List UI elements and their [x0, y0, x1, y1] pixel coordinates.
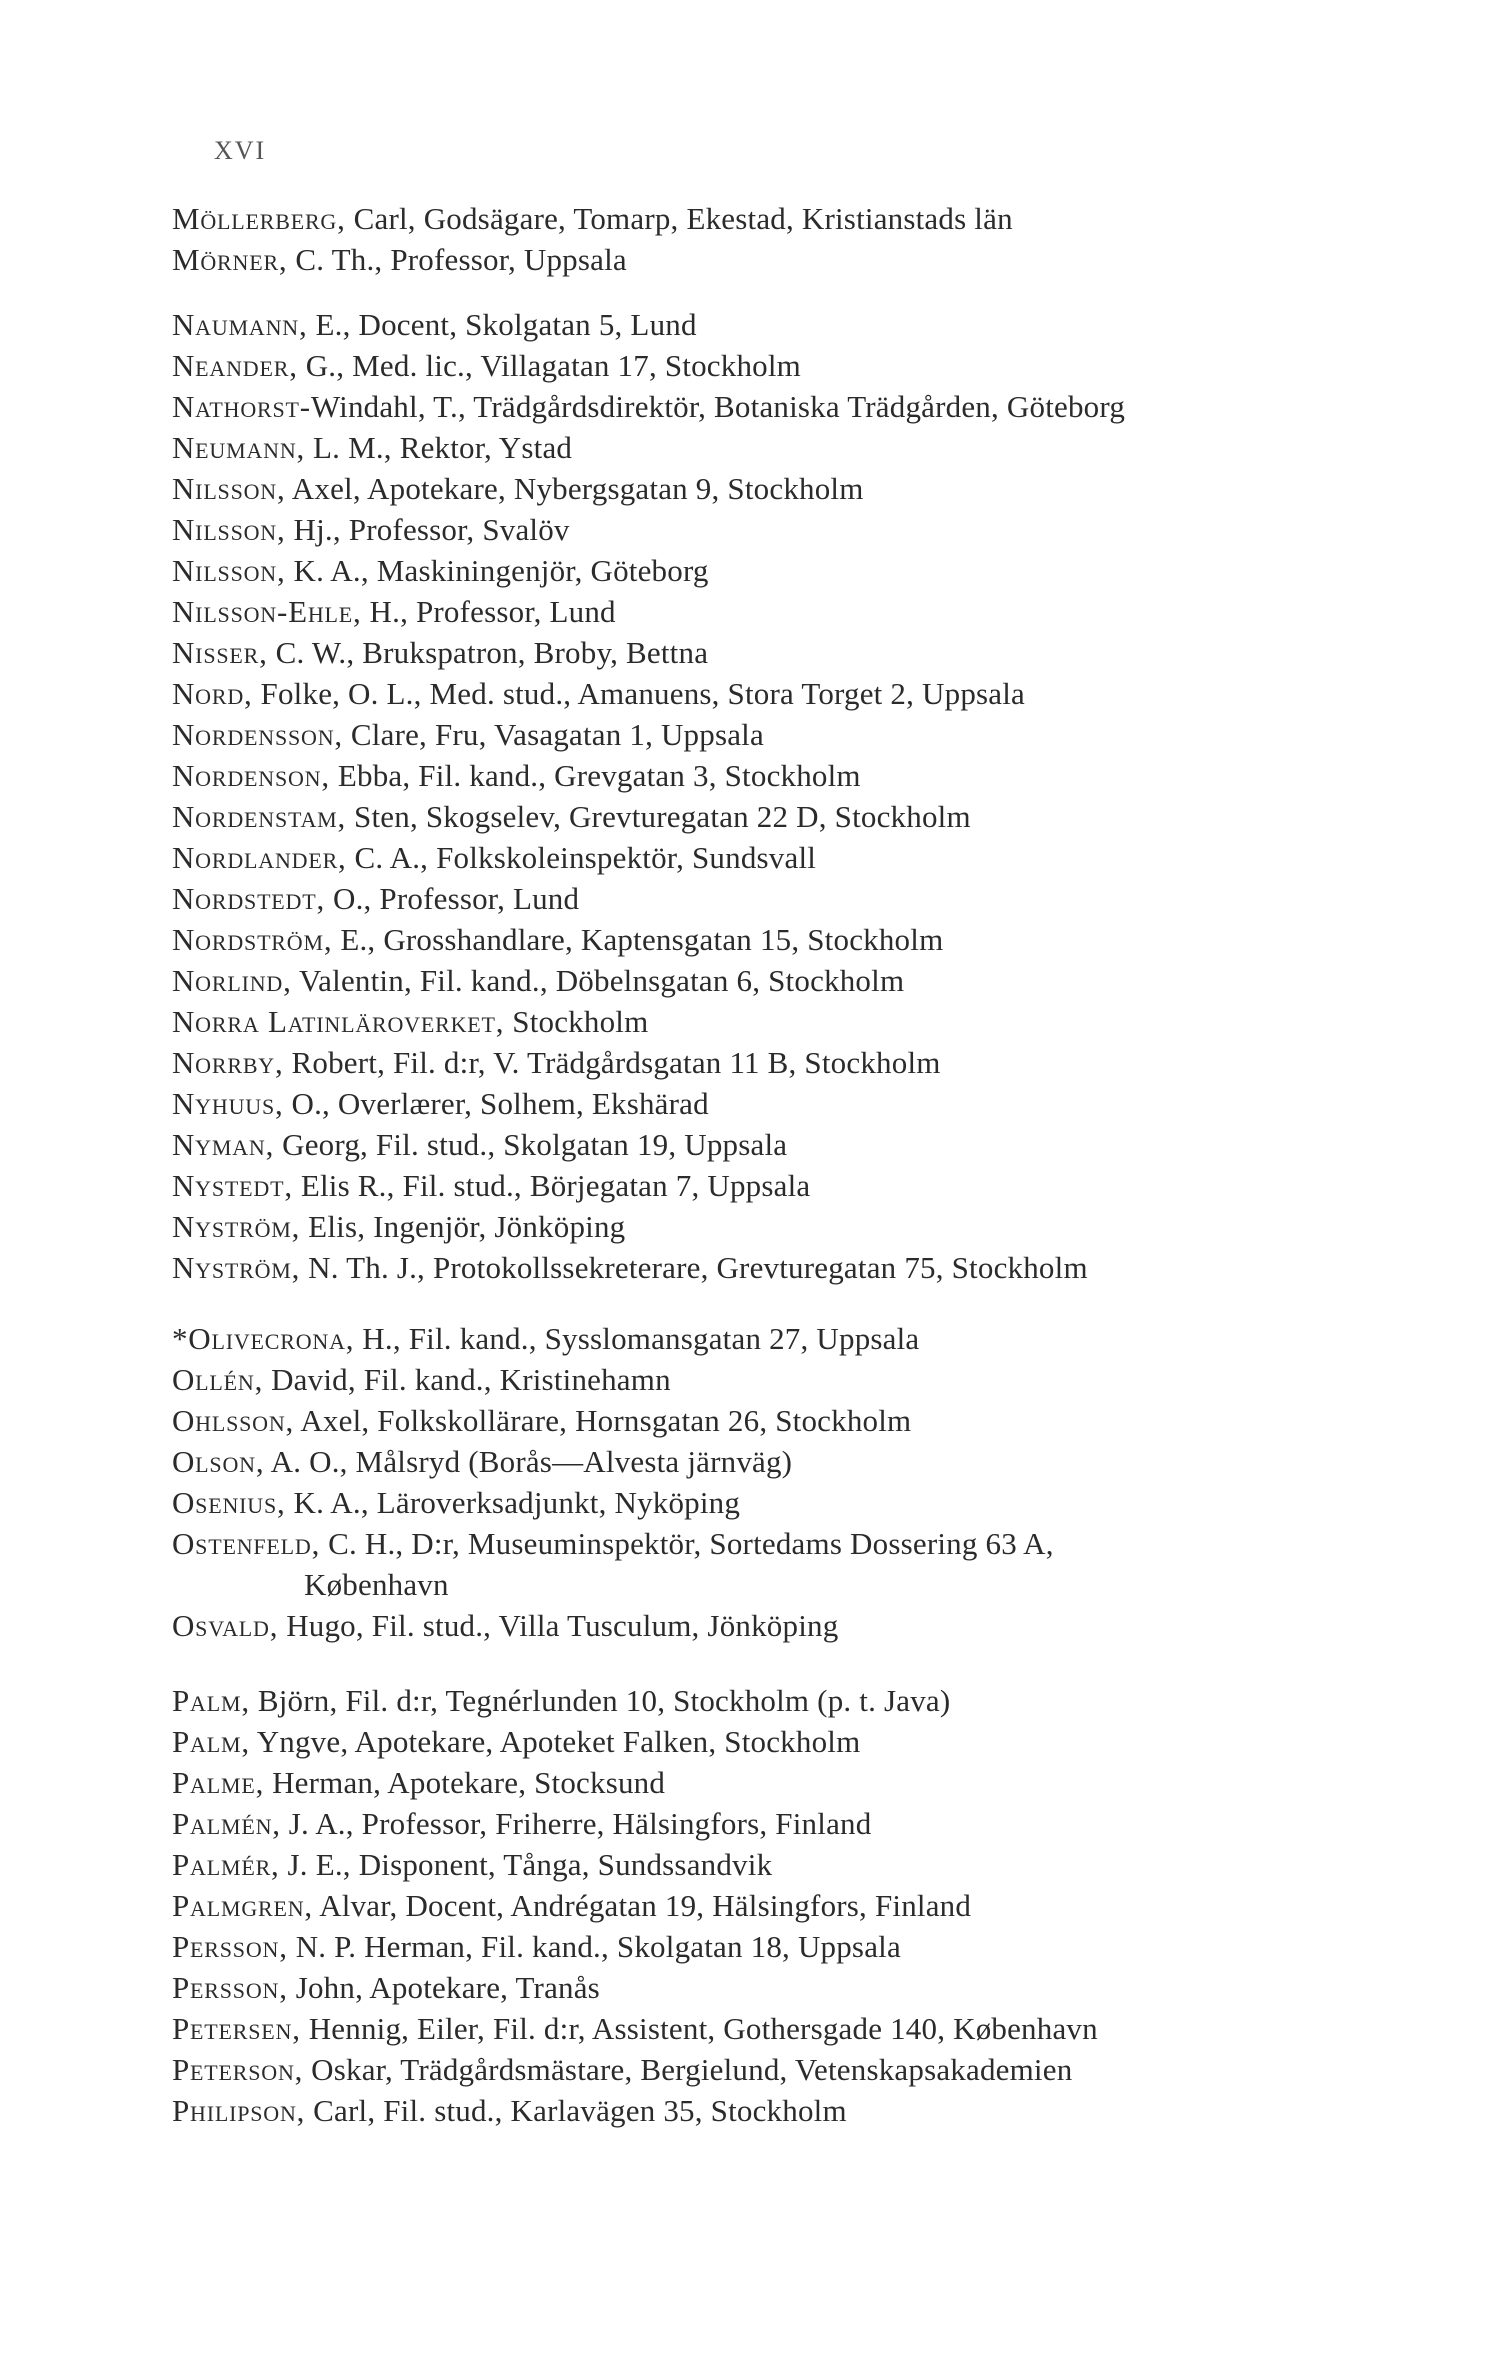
list-item	[172, 591, 1472, 632]
list-item	[172, 1001, 1472, 1042]
entry-details: Björn, Fil. d:r, Tegnérlunden 10, Stockholm (p. t. Java)	[249, 1683, 951, 1718]
entry-surname: *Olivecrona,	[172, 1321, 355, 1356]
list-item	[172, 878, 1472, 919]
entry-details: Stockholm	[504, 1004, 649, 1039]
list-item	[172, 1441, 1472, 1482]
list-item	[172, 1803, 1472, 1844]
entry-surname: Persson,	[172, 1970, 288, 2005]
entry-surname: Nyman,	[172, 1127, 275, 1162]
entry-details: K. A., Maskiningenjör, Göteborg	[285, 553, 709, 588]
entry-surname: Möllerberg,	[172, 201, 346, 236]
entry-surname: Palme,	[172, 1765, 265, 1800]
entry-details: E., Docent, Skolgatan 5, Lund	[307, 307, 697, 342]
list-item	[172, 1605, 1472, 1646]
entry-surname: Persson,	[172, 1929, 288, 1964]
entry-surname: Peterson,	[172, 2052, 304, 2087]
entry-continuation: København	[304, 1567, 449, 1602]
list-item	[172, 714, 1472, 755]
list-item	[172, 1359, 1472, 1400]
entry-details: H., Professor, Lund	[361, 594, 616, 629]
entry-surname: Neander,	[172, 348, 298, 383]
list-item	[172, 1124, 1472, 1165]
entry-surname: Norlind,	[172, 963, 292, 998]
entry-details: K. A., Läroverksadjunkt, Nyköping	[285, 1485, 741, 1520]
entry-details: O., Professor, Lund	[325, 881, 580, 916]
entry-details: Alvar, Docent, Andrégatan 19, Hälsingfors, Finland	[312, 1888, 972, 1923]
list-item	[172, 1762, 1472, 1803]
list-item	[172, 673, 1472, 714]
entry-surname: Nyström,	[172, 1250, 301, 1285]
list-item	[172, 837, 1472, 878]
entry-details: Valentin, Fil. kand., Döbelnsgatan 6, Stockholm	[291, 963, 905, 998]
entry-surname: Nordensson,	[172, 717, 343, 752]
entry-surname: Nordstedt,	[172, 881, 326, 916]
entry-surname: Palm,	[172, 1724, 250, 1759]
list-item	[172, 1721, 1472, 1762]
entry-details: Hj., Professor, Svalöv	[285, 512, 570, 547]
entry-details: Yngve, Apotekare, Apoteket Falken, Stockholm	[249, 1724, 861, 1759]
entry-details: J. E., Disponent, Tånga, Sundssandvik	[279, 1847, 773, 1882]
entry-surname: Mörner,	[172, 242, 288, 277]
entry-details: Axel, Apotekare, Nybergsgatan 9, Stockholm	[285, 471, 864, 506]
list-item	[172, 1083, 1472, 1124]
entry-details: Folke, O. L., Med. stud., Amanuens, Stora Torget 2, Uppsala	[252, 676, 1026, 711]
entry-surname: Palmén,	[172, 1806, 281, 1841]
entry-details: A. O., Målsryd (Borås—Alvesta järnväg)	[264, 1444, 793, 1479]
entry-surname: Nordström,	[172, 922, 333, 957]
entry-surname: Nystedt,	[172, 1168, 293, 1203]
entry-surname: Nord,	[172, 676, 253, 711]
entry-surname: Osenius,	[172, 1485, 286, 1520]
entry-surname: Petersen,	[172, 2011, 301, 2046]
list-item	[172, 1967, 1472, 2008]
list-item	[172, 239, 1472, 280]
entry-surname: Osvald,	[172, 1608, 279, 1643]
entry-surname: Nilsson,	[172, 512, 286, 547]
entry-surname: Palm,	[172, 1683, 250, 1718]
entry-surname: Nathorst-	[172, 389, 311, 424]
entry-surname: Olson,	[172, 1444, 265, 1479]
entry-surname: Nyhuus,	[172, 1086, 284, 1121]
list-item	[172, 2049, 1472, 2090]
list-item	[172, 198, 1472, 239]
entry-surname: Neumann,	[172, 430, 306, 465]
entry-surname: Nilsson-Ehle,	[172, 594, 362, 629]
entry-details: C. H., D:r, Museuminspektör, Sortedams Dossering 63 A,	[320, 1526, 1054, 1561]
entry-details: Clare, Fru, Vasagatan 1, Uppsala	[342, 717, 764, 752]
list-item	[172, 796, 1472, 837]
list-item	[172, 427, 1472, 468]
list-item	[172, 1523, 1472, 1605]
list-item	[172, 468, 1472, 509]
entry-details: L. M., Rektor, Ystad	[305, 430, 573, 465]
list-item	[172, 345, 1472, 386]
entry-surname: Norra Latinläroverket,	[172, 1004, 505, 1039]
list-item	[172, 919, 1472, 960]
list-item	[172, 386, 1472, 427]
list-item	[172, 304, 1472, 345]
list-item	[172, 2008, 1472, 2049]
list-item	[172, 1206, 1472, 1247]
entry-details: John, Apotekare, Tranås	[287, 1970, 600, 2005]
entry-surname: Nordenstam,	[172, 799, 347, 834]
entry-details: Windahl, T., Trädgårdsdirektör, Botaniska Trädgården, Göteborg	[310, 389, 1126, 424]
list-item	[172, 1885, 1472, 1926]
entry-details: O., Overlærer, Solhem, Ekshärad	[283, 1086, 709, 1121]
entry-details: Elis, Ingenjör, Jönköping	[300, 1209, 626, 1244]
list-item	[172, 2090, 1472, 2131]
list-item	[172, 960, 1472, 1001]
entry-details: Hennig, Eiler, Fil. d:r, Assistent, Gothersgade 140, København	[300, 2011, 1098, 2046]
entry-surname: Nordenson,	[172, 758, 330, 793]
entry-details: J. A., Professor, Friherre, Hälsingfors, Finland	[280, 1806, 872, 1841]
list-item	[172, 1247, 1472, 1288]
entry-surname: Nilsson,	[172, 553, 286, 588]
entry-surname: Ostenfeld,	[172, 1526, 321, 1561]
entry-details: Herman, Apotekare, Stocksund	[264, 1765, 666, 1800]
entry-details: C. A., Folkskoleinspektör, Sundsvall	[346, 840, 817, 875]
entry-surname: Nordlander,	[172, 840, 347, 875]
list-item	[172, 1165, 1472, 1206]
entry-surname: Nilsson,	[172, 471, 286, 506]
entry-surname: Palmgren,	[172, 1888, 313, 1923]
entry-surname: Norrby,	[172, 1045, 284, 1080]
page-number: XVI	[214, 136, 267, 165]
list-item	[172, 550, 1472, 591]
entry-surname: Nisser,	[172, 635, 268, 670]
member-list	[172, 198, 1472, 2131]
entry-surname: Ollén,	[172, 1362, 264, 1397]
list-item	[172, 755, 1472, 796]
list-item	[172, 1844, 1472, 1885]
entry-surname: Palmér,	[172, 1847, 280, 1882]
list-item	[172, 509, 1472, 550]
entry-details: Robert, Fil. d:r, V. Trädgårdsgatan 11 B, Stockholm	[283, 1045, 941, 1080]
list-item	[172, 1400, 1472, 1441]
entry-surname: Nyström,	[172, 1209, 301, 1244]
entry-details: Sten, Skogselev, Grevturegatan 22 D, Stockholm	[346, 799, 971, 834]
list-item	[172, 1042, 1472, 1083]
list-item	[172, 1926, 1472, 1967]
entry-details: N. Th. J., Protokollssekreterare, Grevturegatan 75, Stockholm	[300, 1250, 1088, 1285]
list-item	[172, 1482, 1472, 1523]
entry-surname: Naumann,	[172, 307, 308, 342]
list-item	[172, 1680, 1472, 1721]
entry-surname: Ohlsson,	[172, 1403, 295, 1438]
entry-details: N. P. Herman, Fil. kand., Skolgatan 18, Uppsala	[287, 1929, 901, 1964]
entry-details: Ebba, Fil. kand., Grevgatan 3, Stockholm	[329, 758, 861, 793]
entry-details: Carl, Godsägare, Tomarp, Ekestad, Kristianstads län	[345, 201, 1013, 236]
entry-details: H., Fil. kand., Sysslomansgatan 27, Uppsala	[354, 1321, 920, 1356]
entry-details: Georg, Fil. stud., Skolgatan 19, Uppsala	[274, 1127, 788, 1162]
entry-details: E., Grosshandlare, Kaptensgatan 15, Stockholm	[332, 922, 944, 957]
list-item	[172, 1318, 1472, 1359]
list-item	[172, 632, 1472, 673]
entry-details: Axel, Folkskollärare, Hornsgatan 26, Stockholm	[294, 1403, 912, 1438]
entry-details: David, Fil. kand., Kristinehamn	[263, 1362, 671, 1397]
entry-details: C. Th., Professor, Uppsala	[287, 242, 627, 277]
entry-details: Oskar, Trädgårdsmästare, Bergielund, Vetenskapsakademien	[303, 2052, 1073, 2087]
entry-details: G., Med. lic., Villagatan 17, Stockholm	[297, 348, 801, 383]
entry-surname: Philipson,	[172, 2093, 306, 2128]
entry-details: Hugo, Fil. stud., Villa Tusculum, Jönköping	[278, 1608, 839, 1643]
entry-details: C. W., Brukspatron, Broby, Bettna	[267, 635, 709, 670]
entry-details: Elis R., Fil. stud., Börjegatan 7, Uppsala	[292, 1168, 811, 1203]
entry-details: Carl, Fil. stud., Karlavägen 35, Stockholm	[305, 2093, 847, 2128]
